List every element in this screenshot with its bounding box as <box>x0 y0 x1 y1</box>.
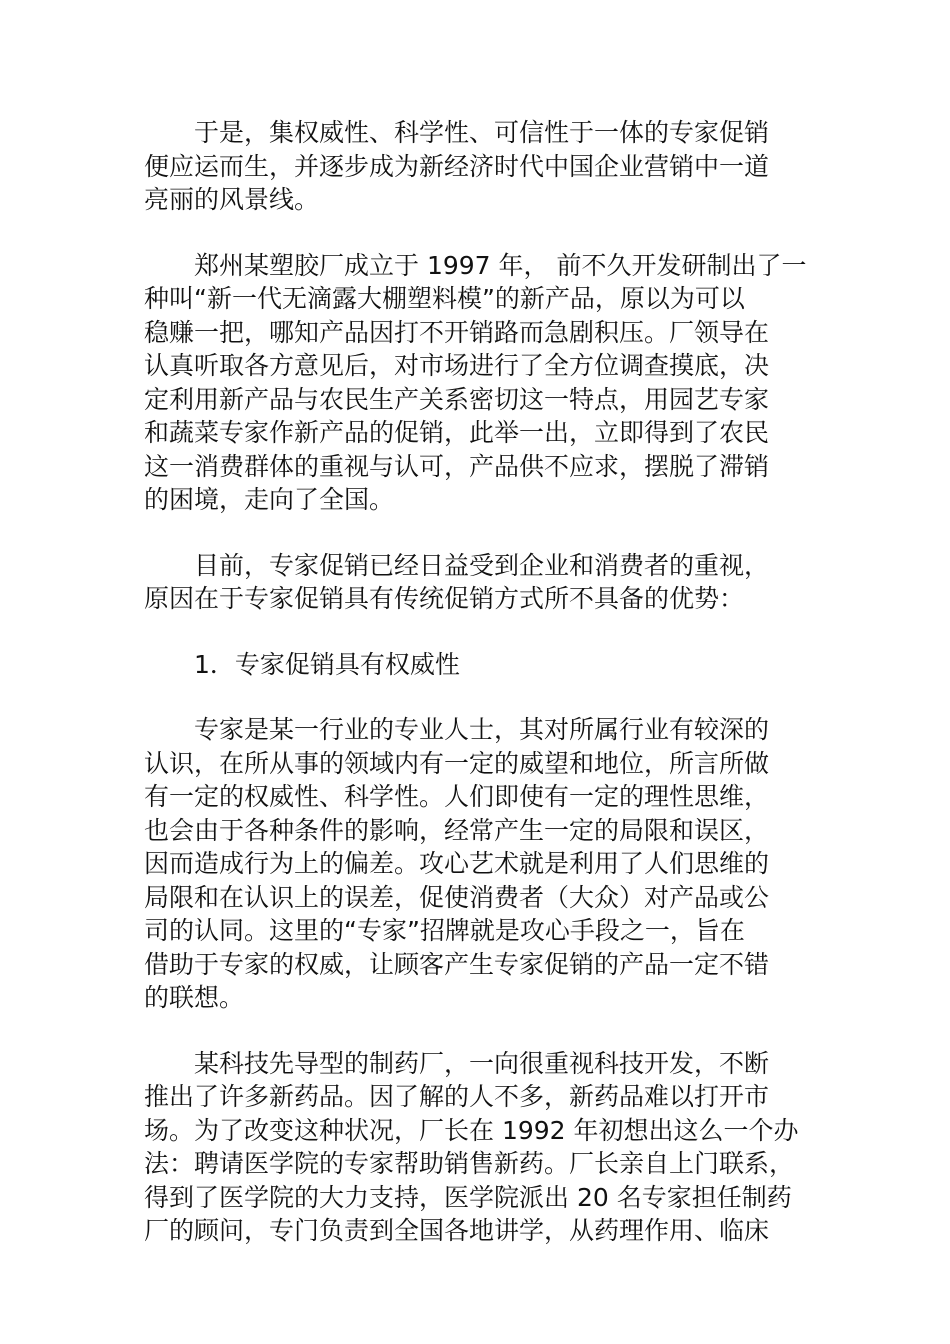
text-line: 种叫“新一代无滴露大棚塑料模”的新产品，原以为可以 <box>144 284 745 313</box>
paragraph-2 <box>144 249 810 517</box>
text-line: 司的认同。这里的“专家”招牌就是攻心手段之一，旨在 <box>144 916 745 945</box>
text-line: 专家是某一行业的专业人士，其对所属行业有较深的 <box>194 715 770 744</box>
text-line: 得到了医学院的大力支持，医学院派出 20 名专家担任制药 <box>144 1182 792 1212</box>
text-line: 借助于专家的权威，让顾客产生专家促销的产品一定不错 <box>144 949 770 979</box>
text-line: 局限和在认识上的误差，促使消费者（大众）对产品或公 <box>144 882 770 912</box>
text-line: 有一定的权威性、科学性。人们即使有一定的理性思维， <box>144 782 770 811</box>
text-line: 和蔬菜专家作新产品的促销，此举一出，立即得到了农民 <box>144 418 770 447</box>
text-line: 原因在于专家促销具有传统促销方式所不具备的优势： <box>144 584 745 613</box>
text-line: 亮丽的风景线。 <box>144 185 320 214</box>
paragraph-3 <box>144 549 810 616</box>
text-line: 法：聘请医学院的专家帮助销售新药。厂长亲自上门联系， <box>144 1149 795 1178</box>
text-line: 于是，集权威性、科学性、可信性于一体的专家促销 <box>194 118 770 147</box>
paragraph-5 <box>144 1047 810 1248</box>
document-body <box>144 116 810 1280</box>
text-line: 定利用新产品与农民生产关系密切这一特点，用园艺专家 <box>144 384 770 414</box>
text-line: 1．专家促销具有权威性 <box>194 649 460 679</box>
text-line: 认真听取各方意见后，对市场进行了全方位调查摸底，决 <box>144 351 770 380</box>
text-line: 的困境，走向了全国。 <box>144 485 395 514</box>
paragraph-4 <box>144 713 810 1015</box>
text-line: 这一消费群体的重视与认可，产品供不应求，摆脱了滞销 <box>144 451 770 481</box>
paragraph-1 <box>144 116 810 217</box>
text-line: 便应运而生，并逐步成为新经济时代中国企业营销中一道 <box>144 151 770 181</box>
text-line: 目前，专家促销已经日益受到企业和消费者的重视， <box>194 550 770 580</box>
text-line: 厂的顾问，专门负责到全国各地讲学，从药理作用、临床 <box>144 1216 770 1245</box>
text-line: 的联想。 <box>144 983 245 1012</box>
text-line: 因而造成行为上的偏差。攻心艺术就是利用了人们思维的 <box>144 849 770 878</box>
text-line: 某科技先导型的制药厂，一向很重视科技开发，不断 <box>194 1048 770 1078</box>
text-line: 郑州某塑胶厂成立于 1997 年， 前不久开发研制出了一 <box>194 250 807 280</box>
text-line: 认识，在所从事的领域内有一定的威望和地位，所言所做 <box>144 748 770 778</box>
section-heading <box>144 648 810 682</box>
text-line: 场。为了改变这种状况，厂长在 1992 年初想出这么一个办 <box>144 1115 799 1145</box>
text-line: 推出了许多新药品。因了解的人不多，新药品难以打开市 <box>144 1082 770 1111</box>
text-line: 稳赚一把，哪知产品因打不开销路而急剧积压。厂领导在 <box>144 317 770 347</box>
text-line: 也会由于各种条件的影响，经常产生一定的局限和误区， <box>144 815 770 845</box>
